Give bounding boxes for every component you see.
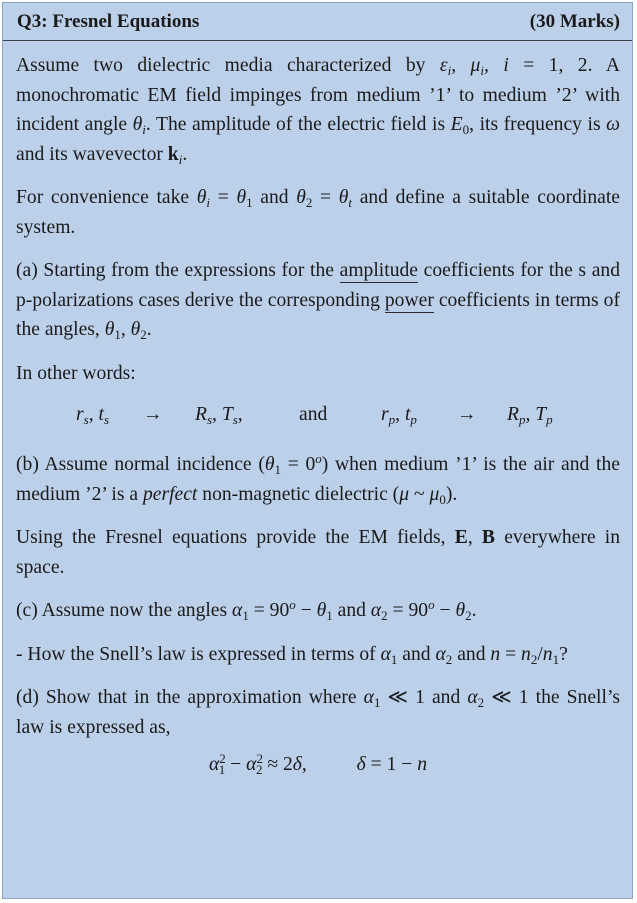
snell-approximation-equation: $\alpha^2_1 - \alpha^2_2 \approx 2\delta$, δ = 1 − n bbox=[208, 751, 428, 777]
question-title: Q3: Fresnel Equations bbox=[17, 10, 200, 32]
paragraph-fields: Using the Fresnel equations provide the EM fields, E, B everywhere in space. bbox=[16, 527, 621, 578]
paragraph-in-other-words: In other words: bbox=[16, 362, 136, 384]
coefficient-mapping: $r_s$, $t_s$ → $R_s$, $T_s$, and $r_p$, $t_p$ → $R_p$, $T_p$ bbox=[76, 404, 553, 428]
paragraph-part-c: (c) Assume now the angles $\alpha_1 = 90^o - \theta_1$ and $\alpha_2 = 90^o - \theta_2$. bbox=[16, 597, 477, 623]
paragraph-intro: Assume two dielectric media characterized by $\varepsilon_i$, $\mu_i$, i = 1, 2. A monochromatic EM field impinges from medium ’1’ to medium ’2’ with incident angle $\theta_i$. The amplitude of the electric field is $E_0$, its frequency is ω and its wavevector $k_i$. bbox=[16, 55, 621, 167]
paragraph-part-a: (a) Starting from the expressions for the amplitude coefficients for the s and p-polarizations cases derive the corresponding power coefficients in terms of the angles, $\theta_1$, $\theta_2$. bbox=[16, 260, 620, 342]
paragraph-convenience: For convenience take $\theta_i = \theta_1$ and $\theta_2 = \theta_t$ and define a suitable coordinate system. bbox=[16, 187, 620, 238]
paragraph-part-b: (b) Assume normal incidence $(\theta_1 = 0^o)$ when medium ’1’ is the air and the medium ’2’ is a perfect non-magnetic dielectric (μ ~ $\mu_0$). bbox=[16, 451, 620, 507]
question-marks: (30 Marks) bbox=[529, 10, 620, 32]
question-body bbox=[16, 51, 620, 780]
question-header bbox=[3, 3, 632, 41]
paragraph-snell-question: - How the Snell’s law is expressed in terms of $\alpha_1$ and $\alpha_2$ and $n = n_2/n_1$? bbox=[16, 643, 568, 667]
question-card bbox=[2, 2, 633, 899]
paragraph-part-d: (d) Show that in the approximation where $\alpha_1$ ≪ 1 and $\alpha_2$ ≪ 1 the Snell’s law is expressed as, bbox=[16, 687, 621, 738]
